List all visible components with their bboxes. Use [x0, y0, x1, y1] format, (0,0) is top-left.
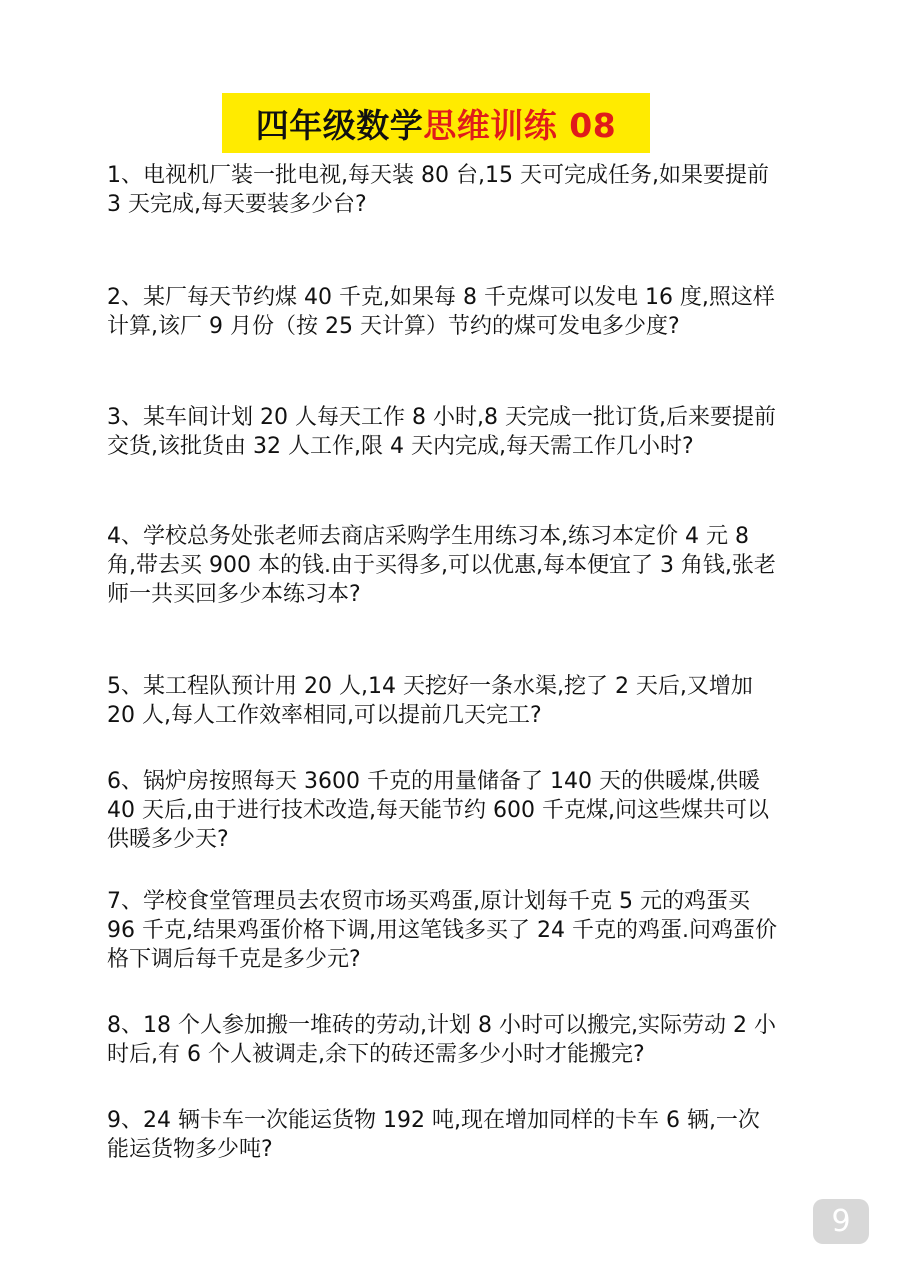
question-2: 2、某厂每天节约煤 40 千克,如果每 8 千克煤可以发电 16 度,照这样计算,该厂 9 月份（按 25 天计算）节约的煤可发电多少度?	[107, 285, 775, 339]
question-1: 1、电视机厂装一批电视,每天装 80 台,15 天可完成任务,如果要提前 3 天完成,每天要装多少台?	[107, 163, 769, 217]
title-grade-subject: 四年级数学	[255, 105, 424, 145]
question-8: 8、18 个人参加搬一堆砖的劳动,计划 8 小时可以搬完,实际劳动 2 小时后,有 6 个人被调走,余下的砖还需多少小时才能搬完?	[107, 1013, 776, 1067]
question-3: 3、某车间计划 20 人每天工作 8 小时,8 天完成一批订货,后来要提前交货,该批货由 32 人工作,限 4 天内完成,每天需工作几小时?	[107, 405, 776, 459]
question-6: 6、锅炉房按照每天 3600 千克的用量储备了 140 天的供暖煤,供暖 40 天后,由于进行技术改造,每天能节约 600 千克煤,问这些煤共可以供暖多少天?	[107, 769, 769, 852]
question-9: 9、24 辆卡车一次能运货物 192 吨,现在增加同样的卡车 6 辆,一次能运货物多少吨?	[107, 1108, 760, 1162]
question-5: 5、某工程队预计用 20 人,14 天挖好一条水渠,挖了 2 天后,又增加 20 人,每人工作效率相同,可以提前几天完工?	[107, 674, 753, 728]
title-training-label: 思维训练 08	[423, 105, 617, 145]
question-7: 7、学校食堂管理员去农贸市场买鸡蛋,原计划每千克 5 元的鸡蛋买 96 千克,结果鸡蛋价格下调,用这笔钱多买了 24 千克的鸡蛋.问鸡蛋价格下调后每千克是多少元?	[107, 889, 777, 972]
worksheet-title	[222, 93, 650, 153]
question-4: 4、学校总务处张老师去商店采购学生用练习本,练习本定价 4 元 8 角,带去买 900 本的钱.由于买得多,可以优惠,每本便宜了 3 角钱,张老师一共买回多少本练习本?	[107, 524, 776, 607]
page-number-badge: 9	[813, 1199, 869, 1244]
